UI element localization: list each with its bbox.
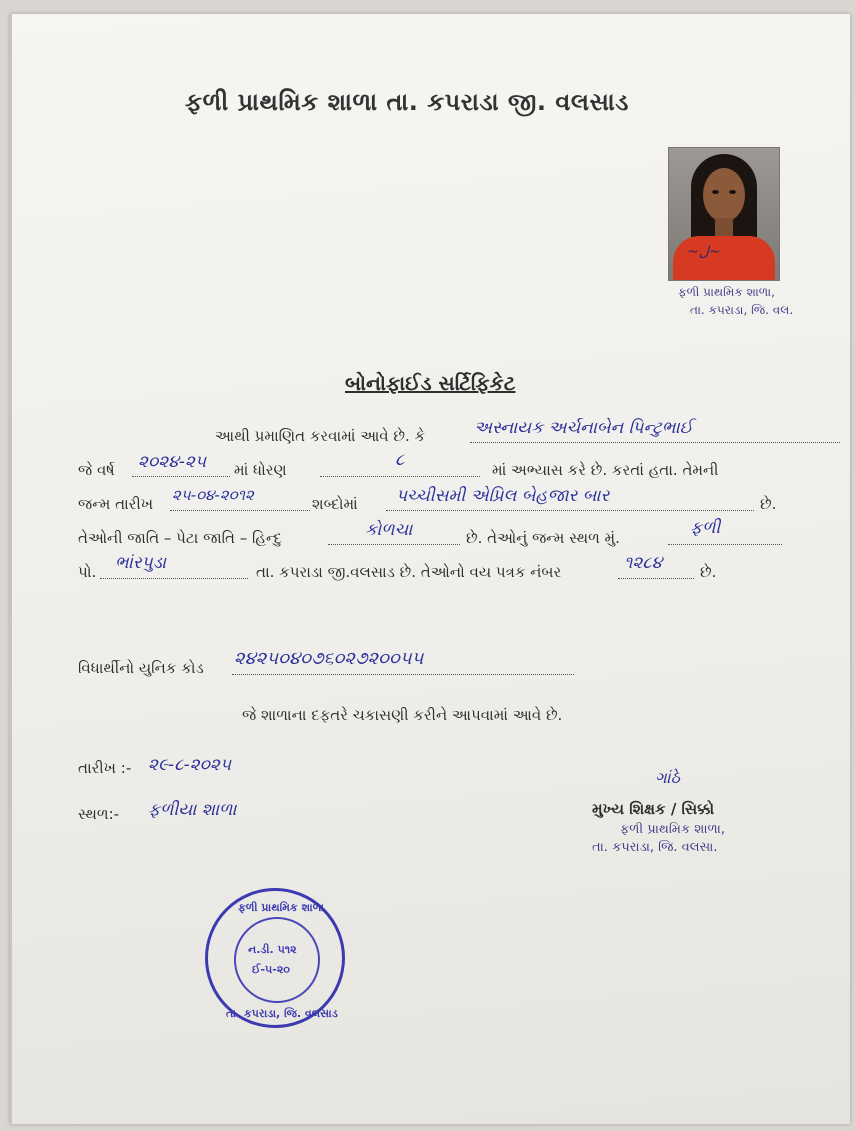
student-name: અસ્નાયક અર્ચનાબેન પિન્ટુભાઈ: [474, 418, 693, 438]
post-value: ભાંરપુડા: [115, 553, 167, 573]
sign-stamp-line1: ફળી પ્રાથમિક શાળા,: [620, 822, 725, 837]
line2-text-c: માં અભ્યાસ કરે છે. કરતાં હતા. તેમની: [492, 461, 719, 479]
school-seal: [205, 888, 345, 1028]
standard-value: ૮: [395, 450, 405, 470]
reg-number-value: ૧૨૮૪: [624, 553, 663, 573]
headmaster-role: મુખ્ય શિક્ષક / સિક્કો: [592, 800, 715, 818]
line2-text-a: જે વર્ષ: [78, 461, 115, 479]
seal-center-line2: ઈ-૫-૨૦: [252, 963, 290, 976]
photo-stamp-line2: તા. કપરાડા, જિ. વલ.: [690, 303, 794, 317]
academic-year: ૨૦૨૪-૨૫: [138, 452, 207, 472]
sign-stamp-line2: તા. કપરાડા, જિ. વલસા.: [592, 840, 718, 855]
line3-text-c: છે.: [760, 495, 777, 513]
uid-value: ૨૪૨૫૦૪૦૭૬૦૨૭૨૦૦૫૫: [234, 648, 424, 669]
date-label: તારીખ :-: [78, 759, 132, 777]
line3-text-b: શબ્દોમાં: [312, 495, 358, 513]
line4-text-b: છે. તેઓનું જન્મ સ્થળ મું.: [466, 529, 620, 547]
line2-text-b: માં ધોરણ: [234, 461, 287, 479]
date-value: ૨૯-૮-૨૦૨૫: [148, 755, 232, 775]
dob-value: ૨૫-૦૪-૨૦૧૨: [172, 486, 254, 504]
verify-line: જે શાળાના દફતરે ચકાસણી કરીને આપવામાં આવે છે.: [242, 706, 563, 724]
birthplace-field: [668, 522, 782, 545]
photo-stamp-line1: ફળી પ્રાથમિક શાળા,: [678, 285, 775, 299]
line3-text-a: જન્મ તારીખ: [78, 495, 154, 513]
student-photo: ~ﻝ~: [668, 147, 780, 281]
uid-label: વિધાર્થીનો યુનિક કોડ: [78, 659, 204, 677]
line5-text-c: છે.: [700, 563, 717, 581]
caste-value: કોળચા: [365, 520, 413, 540]
dob-words-value: પચ્ચીસમી એપ્રિલ બેહજાર બાર: [396, 486, 610, 506]
seal-center-line1: ન.ડી. ૫૧૨: [248, 943, 297, 956]
line5-text-b: તા. કપરાડા જી.વલસાડ છે. તેઓનો વય પત્રક નંબર: [256, 563, 562, 581]
certificate-title: બોનોફાઈડ સર્ટિફિકેટ: [345, 371, 516, 395]
line4-text-a: તેઓની જાતિ – પેટા જાતિ – હિન્દુ: [78, 529, 282, 547]
place-label: સ્થળ:-: [78, 805, 120, 823]
seal-ring-bottom: તા. કપરાડા, જિ. વલસાડ: [226, 1007, 338, 1020]
seal-ring-top: ફળી પ્રાથમિક શાળા: [238, 901, 324, 914]
signature-scribble: ગાંઠે: [655, 768, 680, 787]
birthplace-value: ફળી: [690, 518, 721, 538]
line5-text-a: પો.: [78, 563, 97, 581]
school-heading: ફળી પ્રાથમિક શાળા તા. કપરાડા જી. વલસાડ: [185, 88, 629, 116]
place-value: ફળીયા શાળા: [148, 800, 237, 820]
line1-text: આથી પ્રમાણિત કરવામાં આવે છે. કે: [215, 427, 426, 445]
